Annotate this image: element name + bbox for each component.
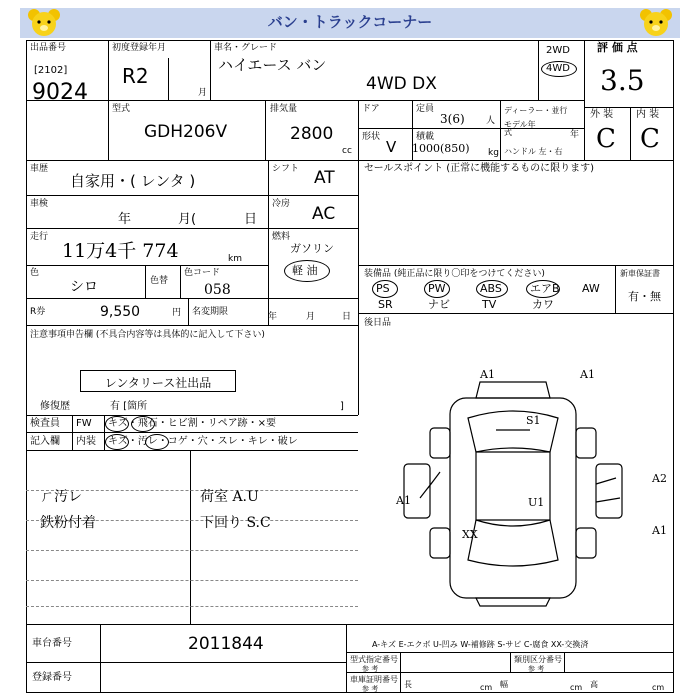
damage-mark-2: A1: [580, 368, 595, 381]
doors-shape-label: 形状: [362, 132, 381, 142]
car-name: ハイエース バン: [218, 56, 327, 74]
equip-navi: ナビ: [428, 298, 450, 311]
displacement-value: 2800: [290, 124, 334, 144]
score-value: 3.5: [600, 64, 645, 97]
inspection-label: 車検: [30, 199, 49, 209]
rear-seat-label: 後日品: [364, 318, 392, 328]
class-ref: 参 考: [528, 665, 545, 673]
bear-mascot-icon: [24, 6, 64, 40]
damage-mark-1: A1: [480, 368, 495, 381]
warranty-label: 新車保証書: [620, 269, 660, 278]
inspection-year-unit: 年: [118, 212, 132, 227]
transfer-year: 年: [268, 312, 278, 322]
shift-label: シフト: [272, 164, 300, 174]
capacity-unit: 人: [486, 116, 496, 126]
inspector-fw-items: キズ・飛石・ヒビ割・リペア跡・×要: [108, 418, 276, 429]
fuel-diesel: 軽 油: [292, 264, 318, 277]
inspector-label-1: 検査員: [30, 418, 60, 429]
height-label: 高: [590, 680, 598, 689]
model-year-unit: 年: [570, 130, 580, 140]
fuel-label: 燃料: [272, 232, 291, 242]
transfer-day: 日: [342, 312, 352, 322]
score-ext: C: [596, 124, 616, 154]
color-code: 058: [204, 282, 231, 298]
mileage-label: 走行: [30, 232, 49, 242]
hand-note-right-2: 下回り S.C: [200, 515, 271, 531]
hand-note-right-1: 荷室 A.U: [200, 489, 259, 505]
model-value: GDH206V: [144, 122, 228, 142]
bear-mascot-icon: [636, 6, 676, 40]
equip-tv: TV: [482, 298, 497, 311]
registration-label: 登録番号: [32, 672, 72, 683]
score-label: 評 価 点: [597, 41, 638, 54]
length-unit: cm: [480, 683, 493, 692]
equip-aw: AW: [582, 282, 600, 295]
doors-label: ドア: [362, 104, 380, 114]
model-cert-label: 型式指定番号: [350, 655, 398, 664]
class-label: 類別区分番号: [514, 655, 562, 664]
damage-mark-3: S1: [526, 414, 541, 427]
hand-note-left-1: ㄏ汚レ: [40, 489, 82, 505]
frame-label: 車庫証明番号: [350, 675, 398, 684]
recycle-value: 9,550: [100, 304, 141, 320]
score-int: C: [640, 124, 660, 154]
repair-close: ]: [340, 401, 344, 412]
score-int-label: 内 装: [636, 109, 660, 120]
color-value: シロ: [70, 279, 98, 295]
displacement-unit: cc: [342, 146, 352, 156]
lot-number: 9024: [32, 80, 88, 105]
score-ext-label: 外 装: [590, 109, 614, 120]
equipment-label: 装備品 (純正品に限り〇印をつけてください): [364, 269, 545, 279]
chassis-value: 2011844: [188, 634, 264, 654]
load-value: 1000(850): [412, 142, 470, 155]
hand-note-left-2: 鉄粉付着: [40, 515, 96, 531]
sales-label: セールスポイント (正常に機能するものに限ります): [364, 163, 595, 174]
load-unit: kg: [488, 148, 499, 158]
inspection-day-unit: 日: [244, 212, 258, 227]
lot-sub: [2102]: [34, 65, 68, 76]
inspector-label-2: 記入欄: [30, 436, 60, 447]
model-year-label: モデル年式: [504, 120, 536, 137]
equip-airbag: エアB: [530, 282, 560, 295]
recycle-unit: 円: [172, 308, 182, 318]
handle-label: ハンドル 左・右: [504, 147, 563, 156]
first-reg-label: 初度登録年月: [112, 43, 167, 53]
inspector-int-label: 内装: [76, 436, 96, 447]
equip-leather: カワ: [532, 298, 554, 311]
width-label: 幅: [500, 680, 508, 689]
frame-ref: 参 考: [362, 685, 379, 693]
damage-mark-4: A1: [396, 494, 411, 507]
drive-4wd: 4WD: [546, 63, 570, 74]
equip-ps: PS: [376, 282, 390, 295]
legend-text: A-キズ E-エクボ U-凹み W-補修跡 S-サビ C-腐食 XX-交換済: [372, 640, 589, 649]
damage-mark-7: XX: [462, 528, 478, 541]
length-label: 長: [404, 680, 412, 689]
inspector-fw: FW: [76, 418, 92, 429]
shift-value: AT: [314, 168, 335, 188]
color-change-label: 色替: [150, 276, 169, 286]
first-reg-month-unit: 月: [198, 88, 208, 98]
damage-mark-6: A2: [652, 472, 667, 485]
ac-label: 冷房: [272, 199, 291, 209]
repair-label: 修復歴: [40, 401, 70, 412]
chassis-label: 車台番号: [32, 638, 72, 649]
damage-mark-5: U1: [528, 496, 545, 509]
dealer-label: ディーラー・並行: [504, 106, 568, 115]
equip-pw: PW: [428, 282, 446, 295]
transfer-month: 月: [306, 312, 316, 322]
load-label: 積載: [416, 132, 435, 142]
history-value: 自家用・( レンタ ): [70, 172, 196, 190]
mileage-unit: km: [228, 254, 242, 264]
equip-abs: ABS: [480, 282, 502, 295]
stamp-text: レンタリース社出品: [104, 376, 212, 390]
drive-2wd: 2WD: [546, 45, 570, 56]
doors-shape: V: [386, 138, 397, 156]
capacity-value: 3(6): [440, 112, 465, 126]
ac-value: AC: [312, 204, 336, 224]
car-grade: 4WD DX: [366, 74, 437, 94]
color-code-label: 色コード: [184, 268, 221, 278]
height-unit: cm: [652, 683, 665, 692]
repair-value: 有 [箇所: [110, 401, 148, 412]
displacement-label: 排気量: [270, 104, 298, 114]
inspection-month-unit: 月(: [178, 212, 197, 227]
width-unit: cm: [570, 683, 583, 692]
warranty-value: 有・無: [628, 290, 661, 303]
mileage-value: 11万4千 774: [62, 240, 179, 262]
damage-mark-8: A1: [652, 524, 667, 537]
history-label: 車歴: [30, 164, 49, 174]
car-name-label: 車名・グレード: [214, 43, 278, 53]
model-label: 型式: [112, 104, 131, 114]
first-reg-value: R2: [122, 64, 149, 88]
color-label: 色: [30, 268, 40, 278]
page-title: バン・トラックコーナー: [267, 13, 433, 31]
inspector-int-items: キズ・汚レ・コゲ・穴・スレ・キレ・破レ: [108, 436, 298, 447]
capacity-label: 定員: [416, 104, 435, 114]
notes-label: 注意事項申告欄 (不具合内容等は具体的に記入して下さい): [30, 330, 265, 340]
fuel-gasoline: ガソリン: [290, 242, 334, 255]
recycle-label: R券: [30, 307, 46, 317]
transfer-label: 名変期限: [192, 307, 229, 317]
equip-sr: SR: [378, 298, 393, 311]
lot-label: 出品番号: [30, 43, 67, 53]
model-cert-ref: 参 考: [362, 665, 379, 673]
